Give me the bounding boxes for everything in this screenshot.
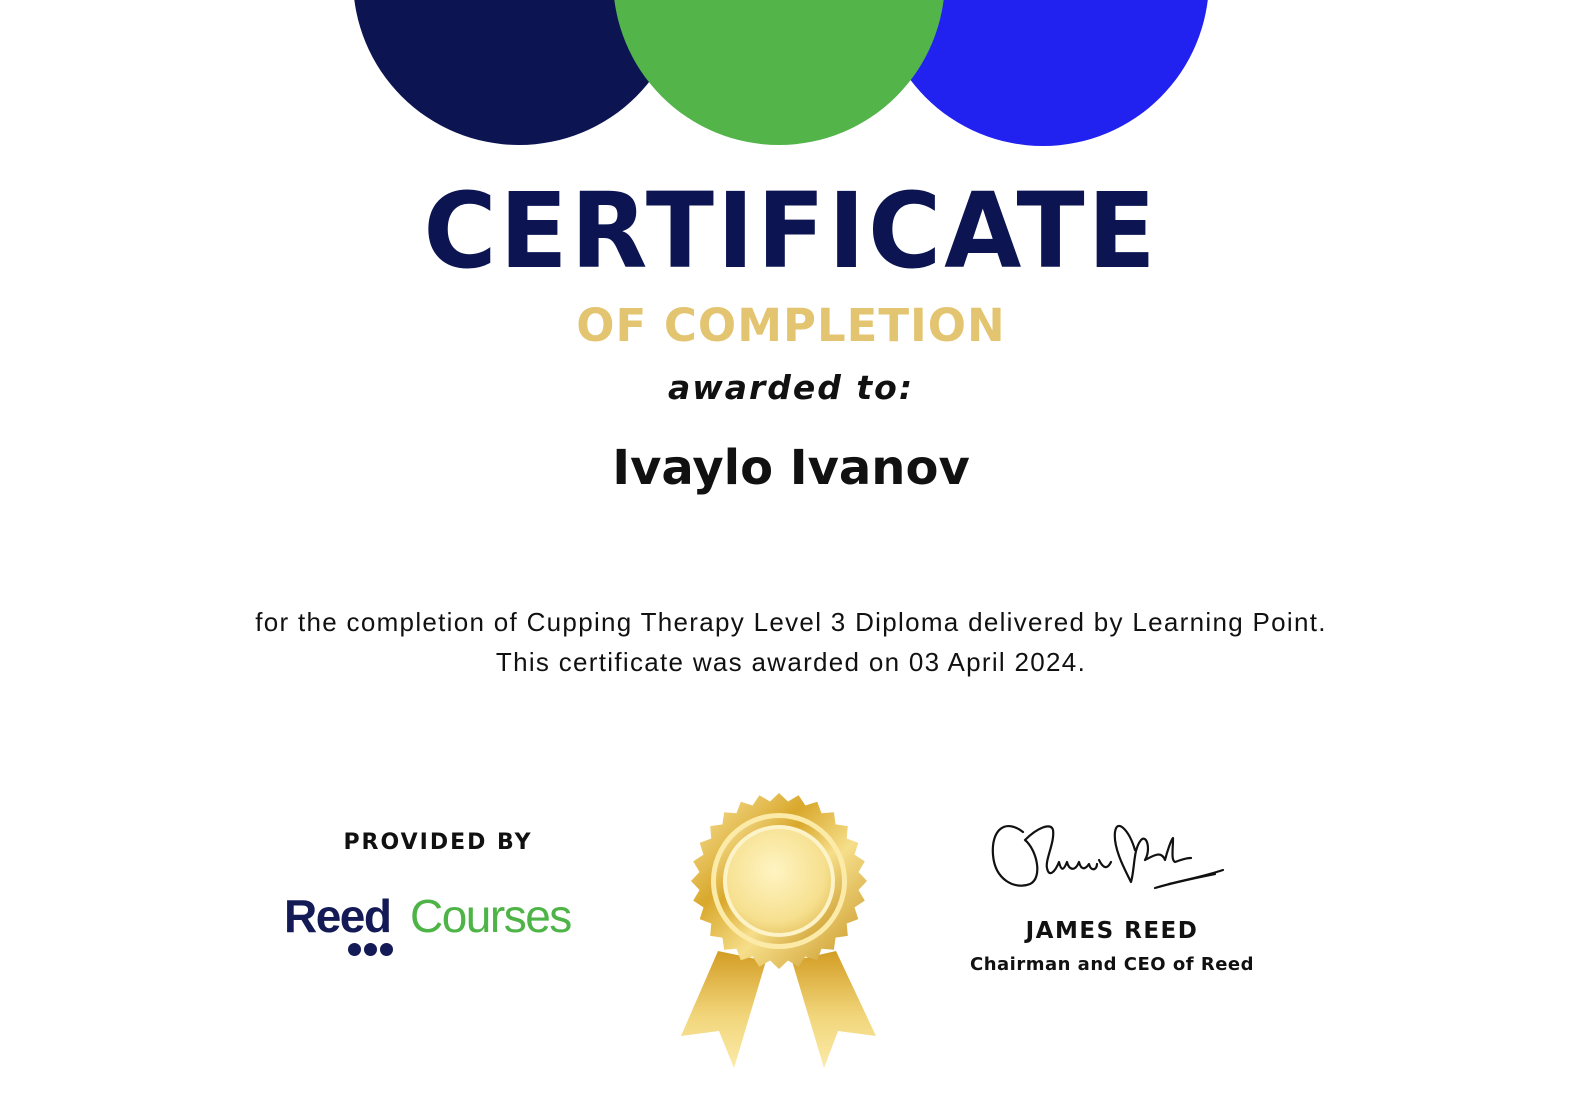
completion-date-line: This certificate was awarded on 03 April 2024.	[495, 647, 1087, 677]
decorative-green-circle	[613, 0, 945, 145]
awarded-to-label: awarded to:	[667, 368, 915, 407]
recipient-name: Ivaylo Ivanov	[612, 440, 970, 496]
provided-by-label: PROVIDED BY	[343, 830, 533, 855]
ribbon-left	[681, 951, 766, 1068]
signer-title: Chairman and CEO of Reed	[969, 954, 1254, 975]
completion-statement	[0, 602, 1582, 682]
logo-reed-word: Reed	[284, 890, 391, 942]
gold-rosette-icon	[676, 786, 882, 1076]
logo-dot	[380, 943, 393, 956]
reed-courses-logo	[284, 885, 604, 965]
completion-course-line: for the completion of Cupping Therapy Level 3 Diploma delivered by Learning Point.	[255, 607, 1327, 637]
certificate-title: CERTIFICATE	[423, 170, 1159, 292]
signer-name: JAMES REED	[1025, 918, 1199, 944]
logo-dots	[348, 941, 396, 960]
handwritten-signature-icon	[985, 810, 1235, 900]
logo-dot	[364, 943, 377, 956]
certificate-subtitle: OF COMPLETION	[576, 299, 1006, 352]
logo-dot	[348, 943, 361, 956]
ribbon-right	[792, 951, 876, 1068]
logo-courses-word: Courses	[410, 890, 571, 942]
